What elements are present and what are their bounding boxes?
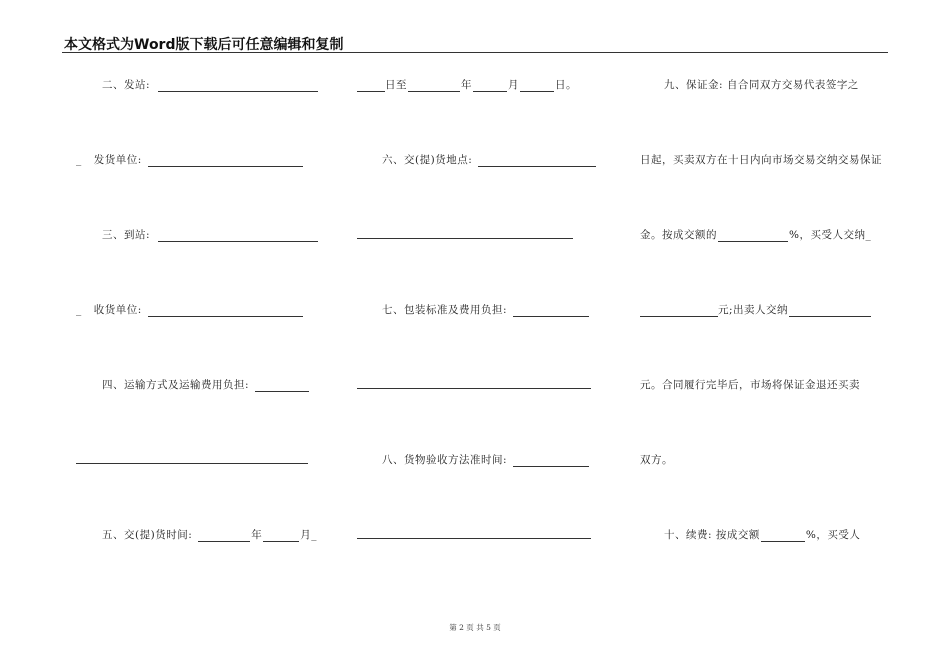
- shipper-label: 发货单位:: [93, 154, 142, 166]
- delivery-year-blank[interactable]: [198, 531, 250, 542]
- col3-deposit-row-1: [664, 78, 859, 92]
- shipper-blank[interactable]: [148, 156, 303, 167]
- delivery-place-label: 六、交(提)货地点:: [382, 154, 473, 166]
- col2-packaging-row: [382, 303, 590, 317]
- deposit-clause-line-1: 九、保证金: 自合同双方交易代表签字之: [664, 79, 859, 91]
- col2-delivery-place-cont-row: [357, 228, 573, 239]
- deposit-clause-line-2: 日起，买卖双方在十日内向市场交易交纳交易保证: [640, 154, 882, 166]
- col3-deposit-row-6: [640, 453, 673, 467]
- col2-delivery-place-row: [382, 153, 597, 167]
- col3-fee-row: [664, 528, 860, 542]
- col1-delivery-time-row: [102, 528, 317, 542]
- date-range-end-label: 日。: [555, 79, 577, 91]
- delivery-time-tail: _: [311, 529, 317, 541]
- col3-deposit-row-5: [640, 378, 860, 392]
- seller-amount-blank[interactable]: [789, 306, 871, 317]
- date-range-end-day-blank[interactable]: [520, 81, 554, 92]
- fee-rate-blank[interactable]: [761, 531, 805, 542]
- col1-arrival-station-row: [102, 228, 319, 242]
- packaging-continuation-blank[interactable]: [357, 378, 591, 389]
- seller-pays-label: 元;出卖人交纳: [718, 304, 789, 316]
- col3-deposit-row-2: [640, 153, 882, 167]
- inspection-blank[interactable]: [513, 456, 589, 467]
- transport-method-blank[interactable]: [255, 381, 309, 392]
- delivery-month-blank[interactable]: [263, 531, 299, 542]
- inspection-label: 八、货物验收方法准时间:: [382, 454, 508, 466]
- delivery-place-blank[interactable]: [478, 156, 596, 167]
- dispatch-station-label: 二、发站:: [102, 79, 151, 91]
- date-range-to-label: 日至: [385, 79, 407, 91]
- fee-buyer-label: %，买受人: [805, 529, 861, 541]
- consignee-label: 收货单位:: [93, 304, 142, 316]
- packaging-label: 七、包装标准及费用负担:: [382, 304, 508, 316]
- buyer-pays-label: %，买受人交纳: [789, 229, 866, 241]
- col2-packaging-cont-row: [357, 378, 591, 389]
- col1-consignee-row: [76, 303, 304, 317]
- col1-transport-cont-row: [76, 453, 308, 464]
- consignee-lead-mark: _: [76, 304, 82, 316]
- consignee-blank[interactable]: [148, 306, 303, 317]
- header-divider: [62, 52, 888, 53]
- col3-deposit-row-4: [640, 303, 872, 317]
- document-header-title: 本文格式为Word版下载后可任意编辑和复制: [64, 37, 344, 53]
- deposit-clause-line-6: 双方。: [640, 454, 673, 466]
- deposit-rate-blank[interactable]: [718, 231, 788, 242]
- shipper-lead-mark: _: [76, 154, 82, 166]
- col1-dispatch-station-row: [102, 78, 319, 92]
- date-range-day-blank[interactable]: [357, 81, 385, 92]
- col3-deposit-row-3: [640, 228, 871, 242]
- col2-date-range-row: [357, 78, 577, 92]
- col1-shipper-row: [76, 153, 304, 167]
- delivery-place-continuation-blank[interactable]: [357, 228, 573, 239]
- delivery-year-label: 年: [251, 529, 263, 541]
- date-range-month-blank[interactable]: [473, 81, 507, 92]
- fee-clause-label: 十、续费: 按成交额: [664, 529, 760, 541]
- delivery-month-label: 月: [300, 529, 312, 541]
- page-number-footer: 第 2 页 共 5 页: [449, 623, 501, 632]
- inspection-continuation-blank[interactable]: [357, 528, 591, 539]
- arrival-station-blank[interactable]: [158, 231, 318, 242]
- deposit-clause-line-5: 元。合同履行完毕后，市场将保证金退还买卖: [640, 379, 860, 391]
- col2-inspection-row: [382, 453, 590, 467]
- date-range-month-label: 月: [508, 79, 519, 91]
- date-range-year-label: 年: [461, 79, 472, 91]
- buyer-amount-blank[interactable]: [640, 306, 718, 317]
- transport-continuation-blank[interactable]: [76, 453, 308, 464]
- transport-method-label: 四、运输方式及运输费用负担:: [102, 379, 250, 391]
- col2-inspection-cont-row: [357, 528, 591, 539]
- col1-transport-row: [102, 378, 310, 392]
- deposit-row-3-tail: _: [865, 229, 872, 241]
- packaging-blank[interactable]: [513, 306, 589, 317]
- delivery-time-label: 五、交(提)货时间:: [102, 529, 193, 541]
- dispatch-station-blank[interactable]: [158, 81, 318, 92]
- deposit-rate-label: 金。按成交额的: [640, 229, 717, 241]
- date-range-year-blank[interactable]: [408, 81, 460, 92]
- arrival-station-label: 三、到站:: [102, 229, 151, 241]
